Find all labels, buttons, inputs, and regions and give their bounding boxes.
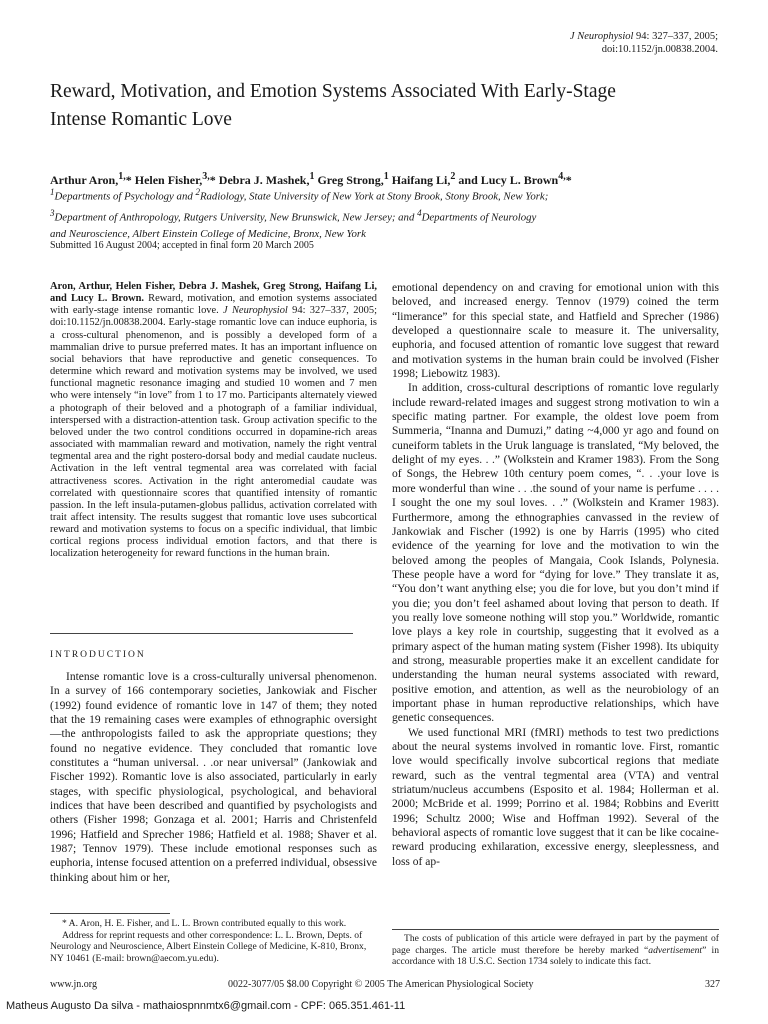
title-line-1: Reward, Motivation, and Emotion Systems Associated With Early-Stage [50,81,616,102]
footnote-text: * A. Aron, H. E. Fisher, and L. L. Brown contributed equally to this work. [62,918,347,929]
affil-text: Department of Anthropology, Rutgers University, New Brunswick, New Jersey; and [54,211,418,224]
paragraph: emotional dependency on and craving for emotional union with this beloved, and increased energy. Tennov (1979) coined the term “limerance” for this special state, and Hatfield and Sprecher (1986) developed a questionnaire scale to measure it. The universality, euphoria, and focused attention of romantic love suggest that reward and motivation systems in the human brain could be involved (Fisher 1998; Liebowitz 1983). [392,282,719,381]
author-sup: 4, [558,171,566,182]
abstract-text: 94: 327–337, 2005; doi:10.1152/jn.00838.2004. Early-stage romantic love can induce euphoria, is a cross-cultural phenomenon, and is possibly a developed form of a mammalian drive to pursue preferred mates. It has an important influence on social behaviors that have reproductive and genetic consequences. To determine which reward and motivation systems may be involved, we used functional magnetic resonance imaging and studied 10 women and 7 men who were intensely “in love” from 1 to 17 mo. Participants alternately viewed a photograph of their beloved and a photograph of a familiar individual, interspersed with a distraction-attention task. Group activation specific to the beloved under the two control conditions occurred in dopamine-rich areas associated with mammalian reward and motivation, namely the right ventral tegmental area and the right postero-dorsal body and medial caudate nucleus. Activation in the left ventral tegmental area was correlated with facial attractiveness scores. Activation in the right anteromedial caudate was correlated with questionnaire scores that quantified intensity of romantic passion. In the left insula-putamen-globus pallidus, activation correlated with trait affect intensity. The results suggest that romantic love uses subcortical reward and motivation systems to focus on a specific individual, that limbic cortical regions process individual emotion factors, and that there is localization heterogeneity for reward functions in the human brain. [50,305,377,560]
affil-sup: 4 [417,208,422,219]
author-sup: 1 [383,171,389,182]
paragraph: In addition, cross-cultural descriptions of romantic love regularly include reward-related images and suggest strong motivation to win a specific mating partner. For example, the oldest love poem from Summeria, “Inanna and Dumuzi,” dating ~4,000 yr ago and found on cuneiform tablets in the Uruk language is translated, “My beloved, the delight of my eyes. . .” (Wolkstein and Kramer 1983). From the Song of Songs, the Hebrew 10th century poem comes, “. . .your love is more wonderful than wine . . .the sound of your name is perfume . . . . I sought the one my soul loves. . .” (Wolkstein and Kramer 1983). Furthermore, among the ethnographies canvassed in the review of Jankowiak and Fischer (1992) is one by Harris (1995) who cited evidence of the yearning for love and the motivation to win the beloved among the peoples of Mangaia, Cook Islands, Polynesia. These people have a word for “dying for love.” They translate it as, “You don’t want anything else; you die for love, but you don’t mind if you die; you don’t feel ashamed about loving that person to death. If you really love someone nothing will stop you.” Worldwide, romantic love plays a key role in courtship, suggesting that it evolved as a primary aspect of the human mating system (Fisher 1998). Its ubiquity and strong, measurable properties make it an excellent candidate for understanding the human neural systems associated with reward, positive emotion, and attention, as well as the neurobiology of an important phase in human reproductive relationships, which have genetic consequences. [392,382,719,725]
affil-sup: 3 [50,208,55,219]
journal-reference [570,30,718,56]
author-mashek: * Debra J. Mashek, [209,173,310,187]
footnote-italic: advertisement [648,944,703,956]
author-sup: 1 [309,171,315,182]
author-brown: and Lucy L. Brown [455,173,559,187]
abstract [50,281,377,561]
affil-sup: 1 [50,187,55,197]
body-column-right [392,281,719,869]
author-strong: Greg Strong, [314,173,384,187]
author-sup: 2 [450,171,456,182]
affiliations [50,184,730,243]
article-title [50,78,710,134]
author-sup: 1, [118,171,126,182]
journal-citation: 94: 327–337, 2005; [636,31,718,42]
footnote-span: ” in accordance with 18 U.S.C. Section 1734 solely to indicate this fact. [392,944,719,968]
affiliation-line-1 [50,184,730,205]
download-watermark: Matheus Augusto Da silva - mathaiospnnmtx6@gmail.com - CPF: 065.351.461-11 [6,1000,406,1012]
body-column-left [50,670,377,885]
paragraph: We used functional MRI (fMRI) methods to test two predictions about the neural systems involved in romantic love. First, romantic love would specifically involve subcortical regions that mediate reward, such as the ventral tegmental area (VTA) and ventral striatum/nucleus accumbens (Esposito et al. 1984; Hollerman et al. 2000; McBride et al. 1999; Porrino et al. 1984; Robbins and Everitt 1996; Schultz 2000; Wise and Hoffman 1992). Several of the behavioral aspects of romantic love suggest that it can be like cocaine-reward producing exhilaration, excessive energy, sleeplessness, and loss of ap- [392,726,719,868]
section-heading: INTRODUCTION [50,650,146,660]
journal-website: www.jn.org [50,979,97,990]
footnote-publication-costs [392,929,719,968]
journal-name: J Neurophysiol [569,31,634,42]
author-asterisk: * [565,173,572,187]
footnote-span: The costs of publication of this article were defrayed in part by the payment of page charges. The article must therefore be hereby marked “ [392,933,719,956]
affiliation-line-3: and Neuroscience, Albert Einstein College of Medicine, Bronx, New York [50,228,366,241]
affiliation-line-2 [50,205,730,226]
submission-dates: Submitted 16 August 2004; accepted in final form 20 March 2005 [50,240,314,251]
author-sup: 3, [202,171,210,182]
author-li: Haifang Li, [388,173,451,187]
abstract-authors: Aron, Arthur, Helen Fisher, Debra J. Mashek, Greg Strong, Haifang Li, and Lucy L. Brown. [50,281,377,305]
title-line-2: Intense Romantic Love [50,109,232,130]
footnote-correspondence [50,918,377,964]
footnote-text: Address for reprint requests and other correspondence: L. L. Brown, Depts. of Neurology and Neuroscience, Albert Einstein College of Medicine, K-810, Bronx, NY 10461 (E-mail: brown@aecom.yu.edu). [50,929,367,964]
abstract-divider [50,633,353,634]
footnote-rule [50,913,170,914]
affil-sup: 2 [195,187,200,197]
paragraph: Intense romantic love is a cross-culturally universal phenomenon. In a survey of 166 contemporary societies, Jankowiak and Fischer (1992) found evidence of romantic love in 147 of them; they noted that the 19 remaining cases were examples of ethnographic oversight—the anthropologists failed to ask the appropriate questions; they found no negative evidence. They concluded that romantic love constitutes a “human universal. . .or near universal” (Jankowiak and Fischer 1992). Romantic love is also associated, particularly in early stages, with specific physiological, psychological, and behavioral indices that have been described and quantified by psychologists and others (Fisher 1998; Gonzaga et al. 2001; Harris and Christenfeld 1996; Hatfield and Sprecher 1986; Hatfield et al. 1988; Shaver et al. 1987; Tennov 1979). These include emotional responses such as euphoria, intense focused attention on a preferred individual, obsessive thinking about him or her, [50,671,378,884]
abstract-journal: J Neurophysiol [223,305,288,317]
abstract-text: Reward, motivation, and emotion systems associated with early-stage intense romantic love. [50,293,377,317]
affil-text: Departments of Psychology and [54,190,196,203]
author-aron: Arthur Aron, [50,173,119,187]
affil-text: Radiology, State University of New York at Stony Brook, Stony Brook, New York; [199,190,549,203]
footnote-text [392,933,719,968]
page-number: 327 [705,979,720,990]
affil-text: Departments of Neurology [421,211,537,224]
copyright-line: 0022-3077/05 $8.00 Copyright © 2005 The American Physiological Society [228,979,534,990]
author-fisher: * Helen Fisher, [125,173,203,187]
journal-doi: doi:10.1152/jn.00838.2004. [601,44,718,55]
